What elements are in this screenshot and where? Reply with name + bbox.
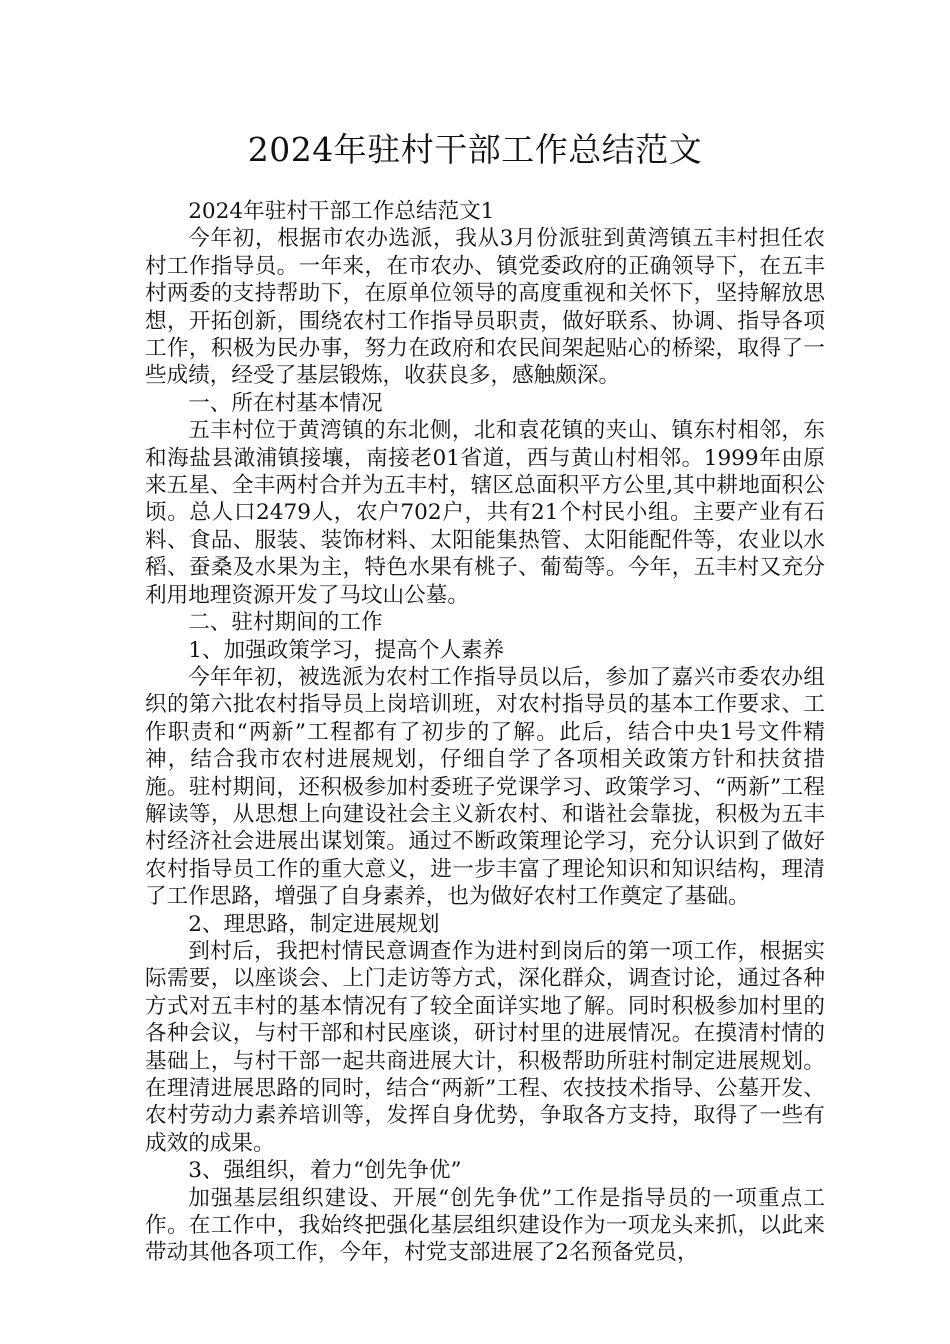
body-paragraph: 加强基层组织建设、开展“创先争优”工作是指导员的一项重点工作。在工作中，我始终把强化基层组织建设作为一项龙头来抓，以此来带动其他各项工作，今年，村党支部进展了2名预备党员， xyxy=(145,1185,825,1266)
subsection-heading: 3、强组织，着力“创先争优” xyxy=(188,1158,462,1184)
body-paragraph: 今年年初，被选派为农村工作指导员以后，参加了嘉兴市委农办组织的第六批农村指导员上岗培训班，对农村指导员的基本工作要求、工作职责和“两新”工程都有了初步的了解。此后，结合中央1号文件精神，结合我市农村进展规划，仔细自学了各项相关政策方针和扶贫措施。驻村期间，还积极参加村委班子党课学习、政策学习、“两新”工程解读等，从思想上向建设社会主义新农村、和谐社会靠拢，积极为五丰村经济社会进展出谋划策。通过不断政策理论学习，充分认识到了做好农村指导员工作的重大意义，进一步丰富了理论知识和知识结构，理清了工作思路，增强了自身素养，也为做好农村工作奠定了基础。 xyxy=(145,664,825,910)
intro-paragraph: 今年初，根据市农办选派，我从3月份派驻到黄湾镇五丰村担任农村工作指导员。一年来，在市农办、镇党委政府的正确领导下，在五丰村两委的支持帮助下，在原单位领导的高度重视和关怀下，坚持解放思想，开拓创新，围绕农村工作指导员职责，做好联系、协调、指导各项工作，积极为民办事，努力在政府和农民间架起贴心的桥梁，取得了一些成绩，经受了基层锻炼，收获良多，感触颇深。 xyxy=(145,226,825,389)
section-heading: 二、驻村期间的工作 xyxy=(188,610,383,636)
subsection-heading: 1、加强政策学习，提高个人素养 xyxy=(188,637,505,663)
section-heading: 一、所在村基本情况 xyxy=(188,390,383,416)
body-paragraph: 到村后，我把村情民意调查作为进村到岗后的第一项工作，根据实际需要，以座谈会、上门走访等方式，深化群众，调查讨论，通过各种方式对五丰村的基本情况有了较全面详实地了解。同时积极参加村里的各种会议，与村干部和村民座谈，研讨村里的进展情况。在摸清村情的基础上，与村干部一起共商进展大计，积极帮助所驻村制定进展规划。在理清进展思路的同时，结合“两新”工程、农技技术指导、公墓开发、农村劳动力素养培训等，发挥自身优势，争取各方支持，取得了一些有成效的成果。 xyxy=(145,938,825,1156)
document-body xyxy=(145,198,825,1267)
body-paragraph: 五丰村位于黄湾镇的东北侧，北和袁花镇的夹山、镇东村相邻，东和海盐县澉浦镇接壤，南接老01省道，西与黄山村相邻。1999年由原来五星、全丰两村合并为五丰村，辖区总面积平方公里,其中耕地面积公顷。总人口2479人，农户702户，共有21个村民小组。主要产业有石料、食品、服装、装饰材料、太阳能集热管、太阳能配件等，农业以水稻、蚕桑及水果为主，特色水果有桃子、葡萄等。今年，五丰村又充分利用地理资源开发了马坟山公墓。 xyxy=(145,418,825,608)
document-title: 2024年驻村干部工作总结范文 xyxy=(247,130,703,169)
subsection-heading: 2、理思路，制定进展规划 xyxy=(188,911,440,937)
subtitle-paragraph: 2024年驻村干部工作总结范文1 xyxy=(188,199,495,224)
